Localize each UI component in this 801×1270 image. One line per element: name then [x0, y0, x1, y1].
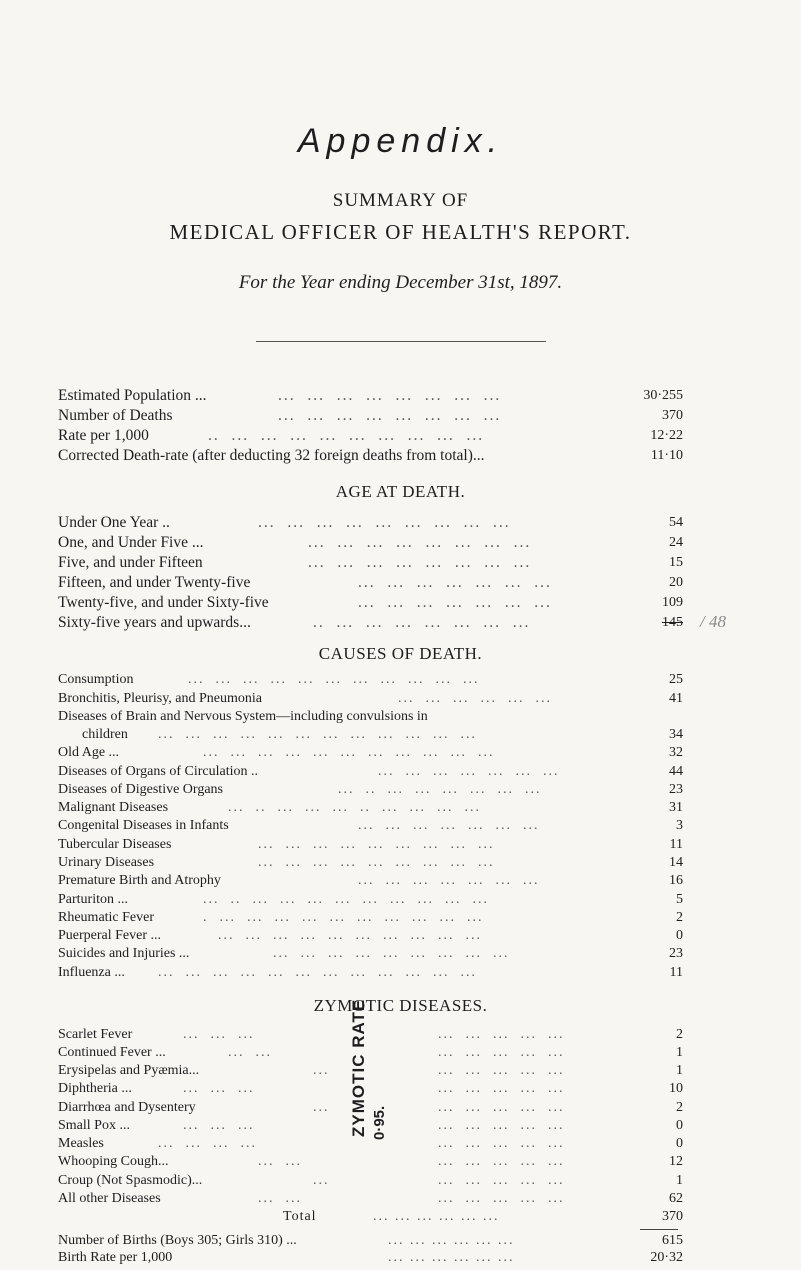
summary-label: Rate per 1,000: [58, 427, 149, 444]
summary-row: [58, 386, 683, 406]
cause-row: [58, 964, 683, 981]
cause-row: [58, 726, 683, 743]
leader-dots: ... ... ... ... ... ... ... ... ... ...: [218, 928, 482, 944]
leader-dots: ... ... ... ... ...: [438, 1117, 565, 1133]
leader-dots: ... ... ... ... ... ...: [388, 1233, 515, 1248]
age-section-title: AGE AT DEATH.: [335, 482, 466, 501]
leader-dots: ... ... ... ... ... ... ...: [358, 574, 552, 591]
summary-label: Estimated Population ...: [58, 387, 207, 404]
zymotic-rate-value: 0·95.: [371, 1105, 388, 1140]
zymotic-row: [58, 1080, 683, 1097]
summary-label: Number of Deaths: [58, 407, 173, 424]
age-label: Fifteen, and under Twenty-five: [58, 574, 251, 591]
appendix-heading: Appendix.: [297, 122, 504, 160]
cause-label: Diseases of Organs of Circulation ..: [58, 763, 258, 779]
zymotic-label: All other Diseases: [58, 1191, 161, 1206]
zymotic-row: [58, 1062, 683, 1079]
age-value: 24: [669, 535, 683, 550]
leader-dots: ... ... ... ... ...: [438, 1081, 565, 1097]
cause-value: 11: [669, 836, 683, 852]
age-label: Under One Year ..: [58, 514, 170, 531]
leader-dots: ... ... ... ... ...: [438, 1136, 565, 1152]
summary-of-heading: SUMMARY OF: [332, 190, 469, 211]
births-row-value: 615: [662, 1233, 683, 1248]
cause-label: Diseases of Digestive Organs: [58, 781, 223, 797]
summary-value: 12·22: [650, 428, 683, 443]
zymotic-label: Continued Fever ...: [58, 1044, 166, 1060]
cause-value: 14: [669, 855, 683, 870]
cause-value: 44: [669, 763, 683, 779]
cause-value: 34: [669, 727, 683, 743]
zymotic-row: [58, 1190, 683, 1207]
birth-rate-row: [58, 1249, 683, 1266]
leader-dots: ... ... ... ... ...: [438, 1191, 565, 1206]
cause-label: Tubercular Diseases: [58, 836, 172, 852]
summary-row: [58, 426, 683, 446]
cause-row: [58, 763, 683, 780]
leader-dots: ... ... ... ... ... ... ... ... ...: [258, 514, 511, 531]
zymotic-label: Small Pox ...: [58, 1117, 130, 1133]
age-value: 20: [669, 575, 683, 590]
age-label: Five, and under Fifteen: [58, 554, 203, 571]
leader-dots: ... ... ... ... ... ...: [373, 1209, 500, 1224]
zymotic-row: [58, 1153, 683, 1170]
leader-dots: ... ... ... ... ... ... ... ... ... ... ... ...: [158, 964, 477, 980]
zymotic-label: Erysipelas and Pyæmia...: [58, 1063, 200, 1079]
leader-dots: ...: [313, 1063, 330, 1079]
leader-dots: ... ... ... ... ...: [438, 1154, 565, 1170]
leader-dots: ... .. ... ... ... ... ... ... ... ... ...: [203, 891, 489, 907]
total-rule: [640, 1229, 678, 1230]
zymotic-label: Scarlet Fever: [58, 1026, 133, 1042]
zymotic-label: Whooping Cough...: [58, 1154, 169, 1170]
leader-dots: ... ...: [258, 1191, 302, 1206]
age-label: One, and Under Five ...: [58, 534, 204, 551]
title-rule: [256, 341, 546, 342]
cause-value: 32: [669, 745, 683, 761]
cause-value: 3: [676, 818, 683, 834]
summary-row: [58, 406, 683, 426]
zymotic-value: 10: [669, 1081, 683, 1097]
leader-dots: ... ...: [258, 1154, 302, 1170]
cause-row: [58, 690, 683, 707]
birth-rate-row-value: 20·32: [650, 1250, 683, 1265]
leader-dots: ... ... ... ... ...: [438, 1026, 565, 1042]
cause-value: 25: [669, 672, 683, 688]
cause-row: [58, 945, 683, 962]
cause-label: Influenza ...: [58, 964, 125, 980]
zymotic-value: 0: [676, 1136, 683, 1152]
age-row: [58, 533, 683, 553]
cause-label: Parturiton ...: [58, 891, 128, 907]
zymotic-row: [58, 1099, 683, 1116]
cause-row: [58, 854, 683, 871]
cause-row: [58, 817, 683, 834]
age-row: [58, 573, 683, 593]
leader-dots: ... .. ... ... ... ... ... ...: [338, 781, 542, 797]
leader-dots: ...: [313, 1172, 330, 1188]
leader-dots: ...: [313, 1099, 330, 1115]
zymotic-row: [58, 1026, 683, 1043]
zymotic-value: 2: [676, 1026, 683, 1042]
report-title: MEDICAL OFFICER OF HEALTH'S REPORT.: [169, 220, 632, 244]
cause-row: [58, 744, 683, 761]
cause-value: 11: [669, 964, 683, 980]
cause-label: children: [82, 727, 128, 743]
cause-label: Rheumatic Fever: [58, 909, 155, 925]
zymotic-value: 12: [669, 1154, 683, 1170]
age-value: 145: [662, 615, 683, 630]
summary-value: 370: [662, 408, 683, 423]
age-row: [58, 593, 683, 613]
cause-row: [58, 872, 683, 889]
leader-dots: ... ... ... ...: [158, 1136, 257, 1152]
zymotic-row: [58, 1044, 683, 1061]
cause-value: 2: [676, 909, 683, 925]
leader-dots: . ... ... ... ... ... ... ... ... ... ...: [203, 909, 484, 925]
causes-section-title: CAUSES OF DEATH.: [318, 644, 483, 663]
cause-row: [58, 671, 683, 688]
leader-dots: ... ... ... ... ...: [438, 1044, 565, 1060]
leader-dots: .. ... ... ... ... ... ... ... ... ...: [208, 427, 485, 444]
summary-value: 30·255: [643, 388, 683, 403]
age-label: Twenty-five, and under Sixty-five: [58, 594, 269, 611]
leader-dots: ... ... ... ... ... ... ...: [358, 818, 540, 834]
cause-label: Urinary Diseases: [58, 855, 155, 870]
leader-dots: .. ... ... ... ... ... ... ...: [313, 614, 531, 631]
zymotic-value: 1: [676, 1063, 683, 1079]
cause-label: Diseases of Brain and Nervous System—including convulsions in: [58, 708, 428, 724]
zymotic-label: Diphtheria ...: [58, 1081, 132, 1097]
cause-label: Consumption: [58, 672, 134, 688]
total-row: [58, 1208, 683, 1225]
summary-label: Corrected Death-rate (after deducting 32 foreign deaths from total)...: [58, 447, 485, 464]
cause-label: Puerperal Fever ...: [58, 928, 162, 944]
total-row-value: 370: [662, 1209, 683, 1224]
age-value: 109: [662, 595, 683, 610]
zymotic-label: Measles: [58, 1136, 104, 1152]
handwritten-note: / 48: [700, 612, 726, 631]
leader-dots: ... ... ... ... ... ... ... ... ... ... ...: [188, 672, 480, 688]
zymotic-row: [58, 1117, 683, 1134]
total-row-label: Total: [283, 1209, 317, 1224]
cause-value: 41: [669, 690, 683, 706]
zymotic-section-title: ZYMOTIC DISEASES.: [313, 996, 488, 1016]
leader-dots: ... ... ... ... ... ...: [398, 690, 552, 706]
leader-dots: ... ... ... ... ... ... ... ... ...: [258, 855, 495, 870]
zymotic-label: Diarrhœa and Dysentery: [58, 1099, 196, 1115]
cause-value: 16: [669, 873, 683, 889]
cause-row: [58, 891, 683, 908]
leader-dots: ... ... ... ... ... ... ... ...: [278, 407, 502, 424]
leader-dots: ... ... ... ... ... ... ... ...: [278, 387, 502, 404]
cause-label: Congenital Diseases in Infants: [58, 818, 229, 834]
cause-value: 0: [676, 928, 683, 944]
leader-dots: ... ...: [228, 1044, 272, 1060]
cause-row: [58, 799, 683, 816]
zymotic-value: 0: [676, 1117, 683, 1133]
zymotic-value: 2: [676, 1099, 683, 1115]
zymotic-value: 1: [676, 1044, 683, 1060]
leader-dots: ... ... ...: [183, 1117, 255, 1133]
age-row: [58, 553, 683, 573]
leader-dots: ... ... ... ... ...: [438, 1172, 565, 1188]
cause-row: [58, 708, 683, 725]
leader-dots: ... ... ... ... ... ... ...: [378, 763, 560, 779]
cause-label: Bronchitis, Pleurisy, and Pneumonia: [58, 690, 263, 706]
leader-dots: ... ... ...: [183, 1026, 255, 1042]
age-value: 15: [669, 555, 683, 570]
zymotic-value: 1: [676, 1172, 683, 1188]
cause-label: Suicides and Injuries ...: [58, 946, 190, 962]
leader-dots: ... ... ... ... ...: [438, 1063, 565, 1079]
cause-value: 23: [669, 946, 683, 962]
year-line: For the Year ending December 31st, 1897.: [238, 272, 563, 293]
leader-dots: ... ... ... ... ... ... ...: [358, 873, 540, 889]
age-value: 54: [669, 515, 683, 530]
leader-dots: ... ... ... ... ...: [438, 1099, 565, 1115]
births-row-label: Number of Births (Boys 305; Girls 310) ...: [58, 1233, 297, 1248]
leader-dots: ... ... ... ... ... ...: [388, 1250, 515, 1265]
cause-value: 5: [676, 891, 683, 907]
cause-row: [58, 927, 683, 944]
cause-row: [58, 836, 683, 853]
leader-dots: ... ... ... ... ... ... ...: [358, 594, 552, 611]
summary-value: 11·10: [650, 448, 683, 463]
cause-label: Premature Birth and Atrophy: [58, 873, 221, 889]
cause-value: 31: [669, 800, 683, 816]
zymotic-label: Croup (Not Spasmodic)...: [58, 1172, 203, 1188]
leader-dots: ... ... ...: [183, 1081, 255, 1097]
cause-label: Malignant Diseases: [58, 800, 169, 816]
leader-dots: ... ... ... ... ... ... ... ... ...: [258, 836, 495, 852]
age-label: Sixty-five years and upwards...: [58, 614, 251, 631]
birth-rate-row-label: Birth Rate per 1,000: [58, 1250, 173, 1265]
age-row: [58, 613, 683, 633]
zymotic-row: [58, 1172, 683, 1189]
zymotic-rate-label: ZYMOTIC RATE: [349, 998, 368, 1137]
cause-row: [58, 909, 683, 926]
leader-dots: ... ... ... ... ... ... ... ... ... ... ...: [203, 745, 495, 761]
cause-value: 23: [669, 781, 683, 797]
zymotic-row: [58, 1135, 683, 1152]
zymotic-value: 62: [669, 1191, 683, 1206]
age-row: [58, 513, 683, 533]
leader-dots: ... .. ... ... ... .. ... ... ... ...: [228, 800, 481, 816]
summary-row: [58, 446, 683, 466]
births-row: [58, 1232, 683, 1249]
leader-dots: ... ... ... ... ... ... ... ...: [308, 554, 532, 571]
leader-dots: ... ... ... ... ... ... ... ... ... ... ... ...: [158, 727, 477, 743]
cause-label: Old Age ...: [58, 745, 120, 761]
leader-dots: ... ... ... ... ... ... ... ... ...: [273, 946, 510, 962]
leader-dots: ... ... ... ... ... ... ... ...: [308, 534, 532, 551]
cause-row: [58, 781, 683, 798]
